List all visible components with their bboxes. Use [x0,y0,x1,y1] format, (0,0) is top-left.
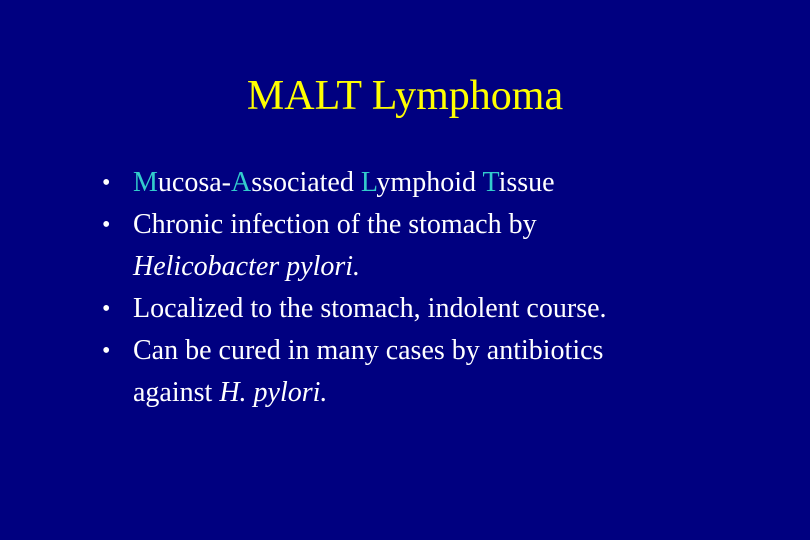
bullet-item-malt-definition [102,162,792,204]
bullet-text: Chronic infection of the stomach by [133,209,537,240]
bullet-text: Can be cured in many cases by antibiotics [133,335,604,366]
organism-name: Helicobacter pylori. [133,251,361,282]
organism-abbreviation: H. pylori. [219,377,328,408]
bullet-text: Localized to the stomach, indolent course. [133,293,607,324]
acronym-letter-l: L [360,167,377,198]
bullet-text: ucosa- [157,167,231,198]
acronym-letter-a: A [230,167,252,198]
bullet-item-localized [102,288,792,330]
bullet-text: issue [498,167,555,198]
bullet-item-cure [102,330,792,414]
bullet-text: ymphoid [376,167,483,198]
acronym-letter-m: M [133,167,158,198]
bullet-text: ssociated [251,167,361,198]
bullet-icon: • [102,170,111,196]
slide-title: MALT Lymphoma [246,73,564,119]
bullet-text: against [133,377,220,408]
bullet-icon: • [102,212,111,238]
bullet-list [102,162,792,414]
bullet-icon: • [102,296,111,322]
bullet-item-chronic-infection [102,204,792,288]
acronym-letter-t: T [482,167,499,198]
bullet-icon: • [102,338,111,364]
